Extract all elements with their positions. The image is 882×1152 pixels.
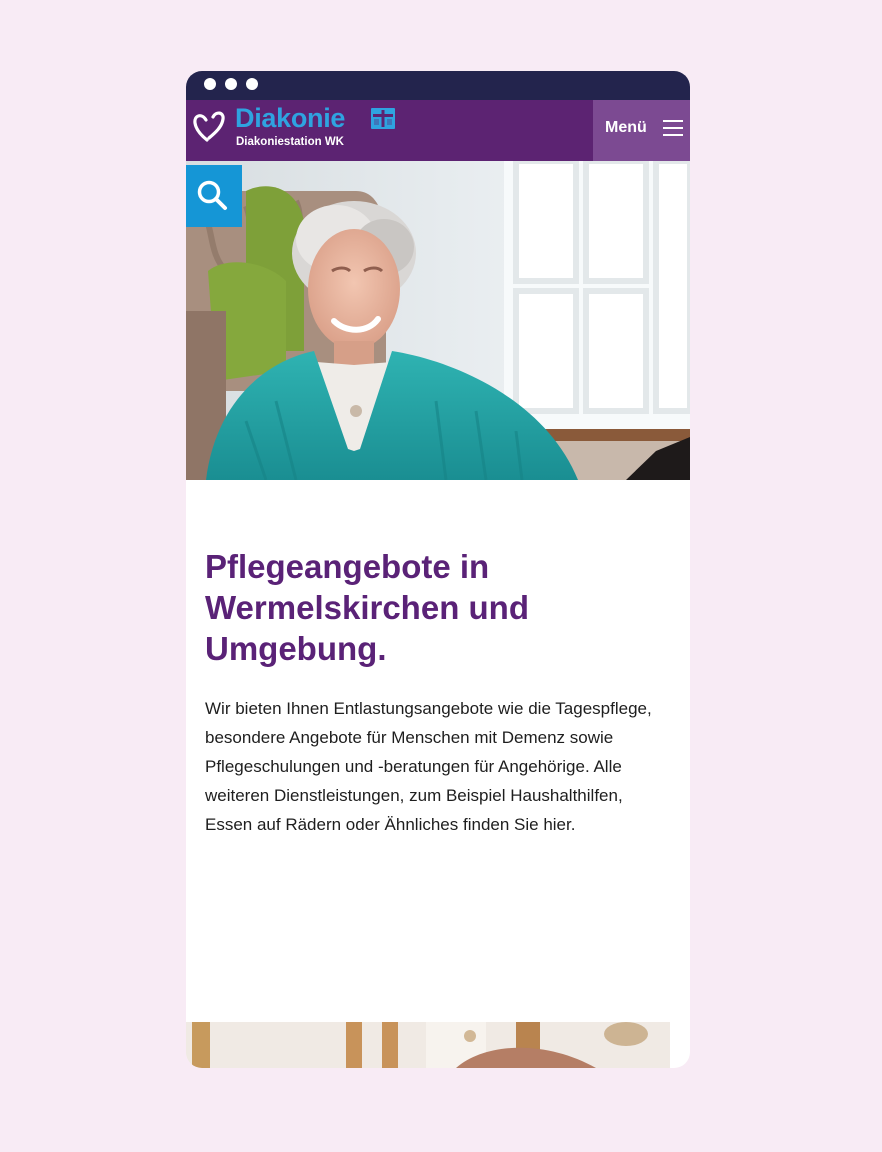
search-icon	[186, 165, 242, 227]
hero-image	[186, 161, 690, 480]
search-button[interactable]	[186, 165, 242, 227]
next-section-image	[186, 1022, 670, 1068]
teaser-photo-illustration	[186, 1022, 670, 1068]
browser-chrome-bar	[186, 71, 690, 100]
phone-frame	[186, 71, 690, 1068]
page-title: Pflegeangebote in Wermelskirchen und Umgebung.	[205, 548, 529, 667]
site-header	[186, 100, 690, 161]
main-content	[186, 480, 690, 1022]
window-dot-icon	[246, 78, 258, 90]
window-dot-icon	[225, 78, 237, 90]
intro-paragraph: Wir bieten Ihnen Entlastungsangebote wie die Tagespflege, besondere Angebote für Menschen mit Demenz sowie Pflegeschulungen und -beratungen für Angehörige. Alle weiteren Dienstleistungen, zum Beispiel Haushalthilfen, Essen auf Rädern oder Ähnliches finden Sie hier.	[205, 699, 652, 834]
menu-button[interactable]	[593, 100, 690, 161]
logo-subtitle: Diakoniestation WK	[236, 136, 344, 148]
diakonie-cross-icon	[371, 108, 395, 129]
hamburger-menu-icon	[663, 119, 683, 137]
diakonie-heart-icon	[192, 109, 226, 143]
window-dot-icon	[204, 78, 216, 90]
menu-label: Menü	[605, 119, 647, 136]
logo-wordmark: Diakonie	[235, 103, 346, 133]
hero-photo-illustration	[186, 161, 690, 480]
